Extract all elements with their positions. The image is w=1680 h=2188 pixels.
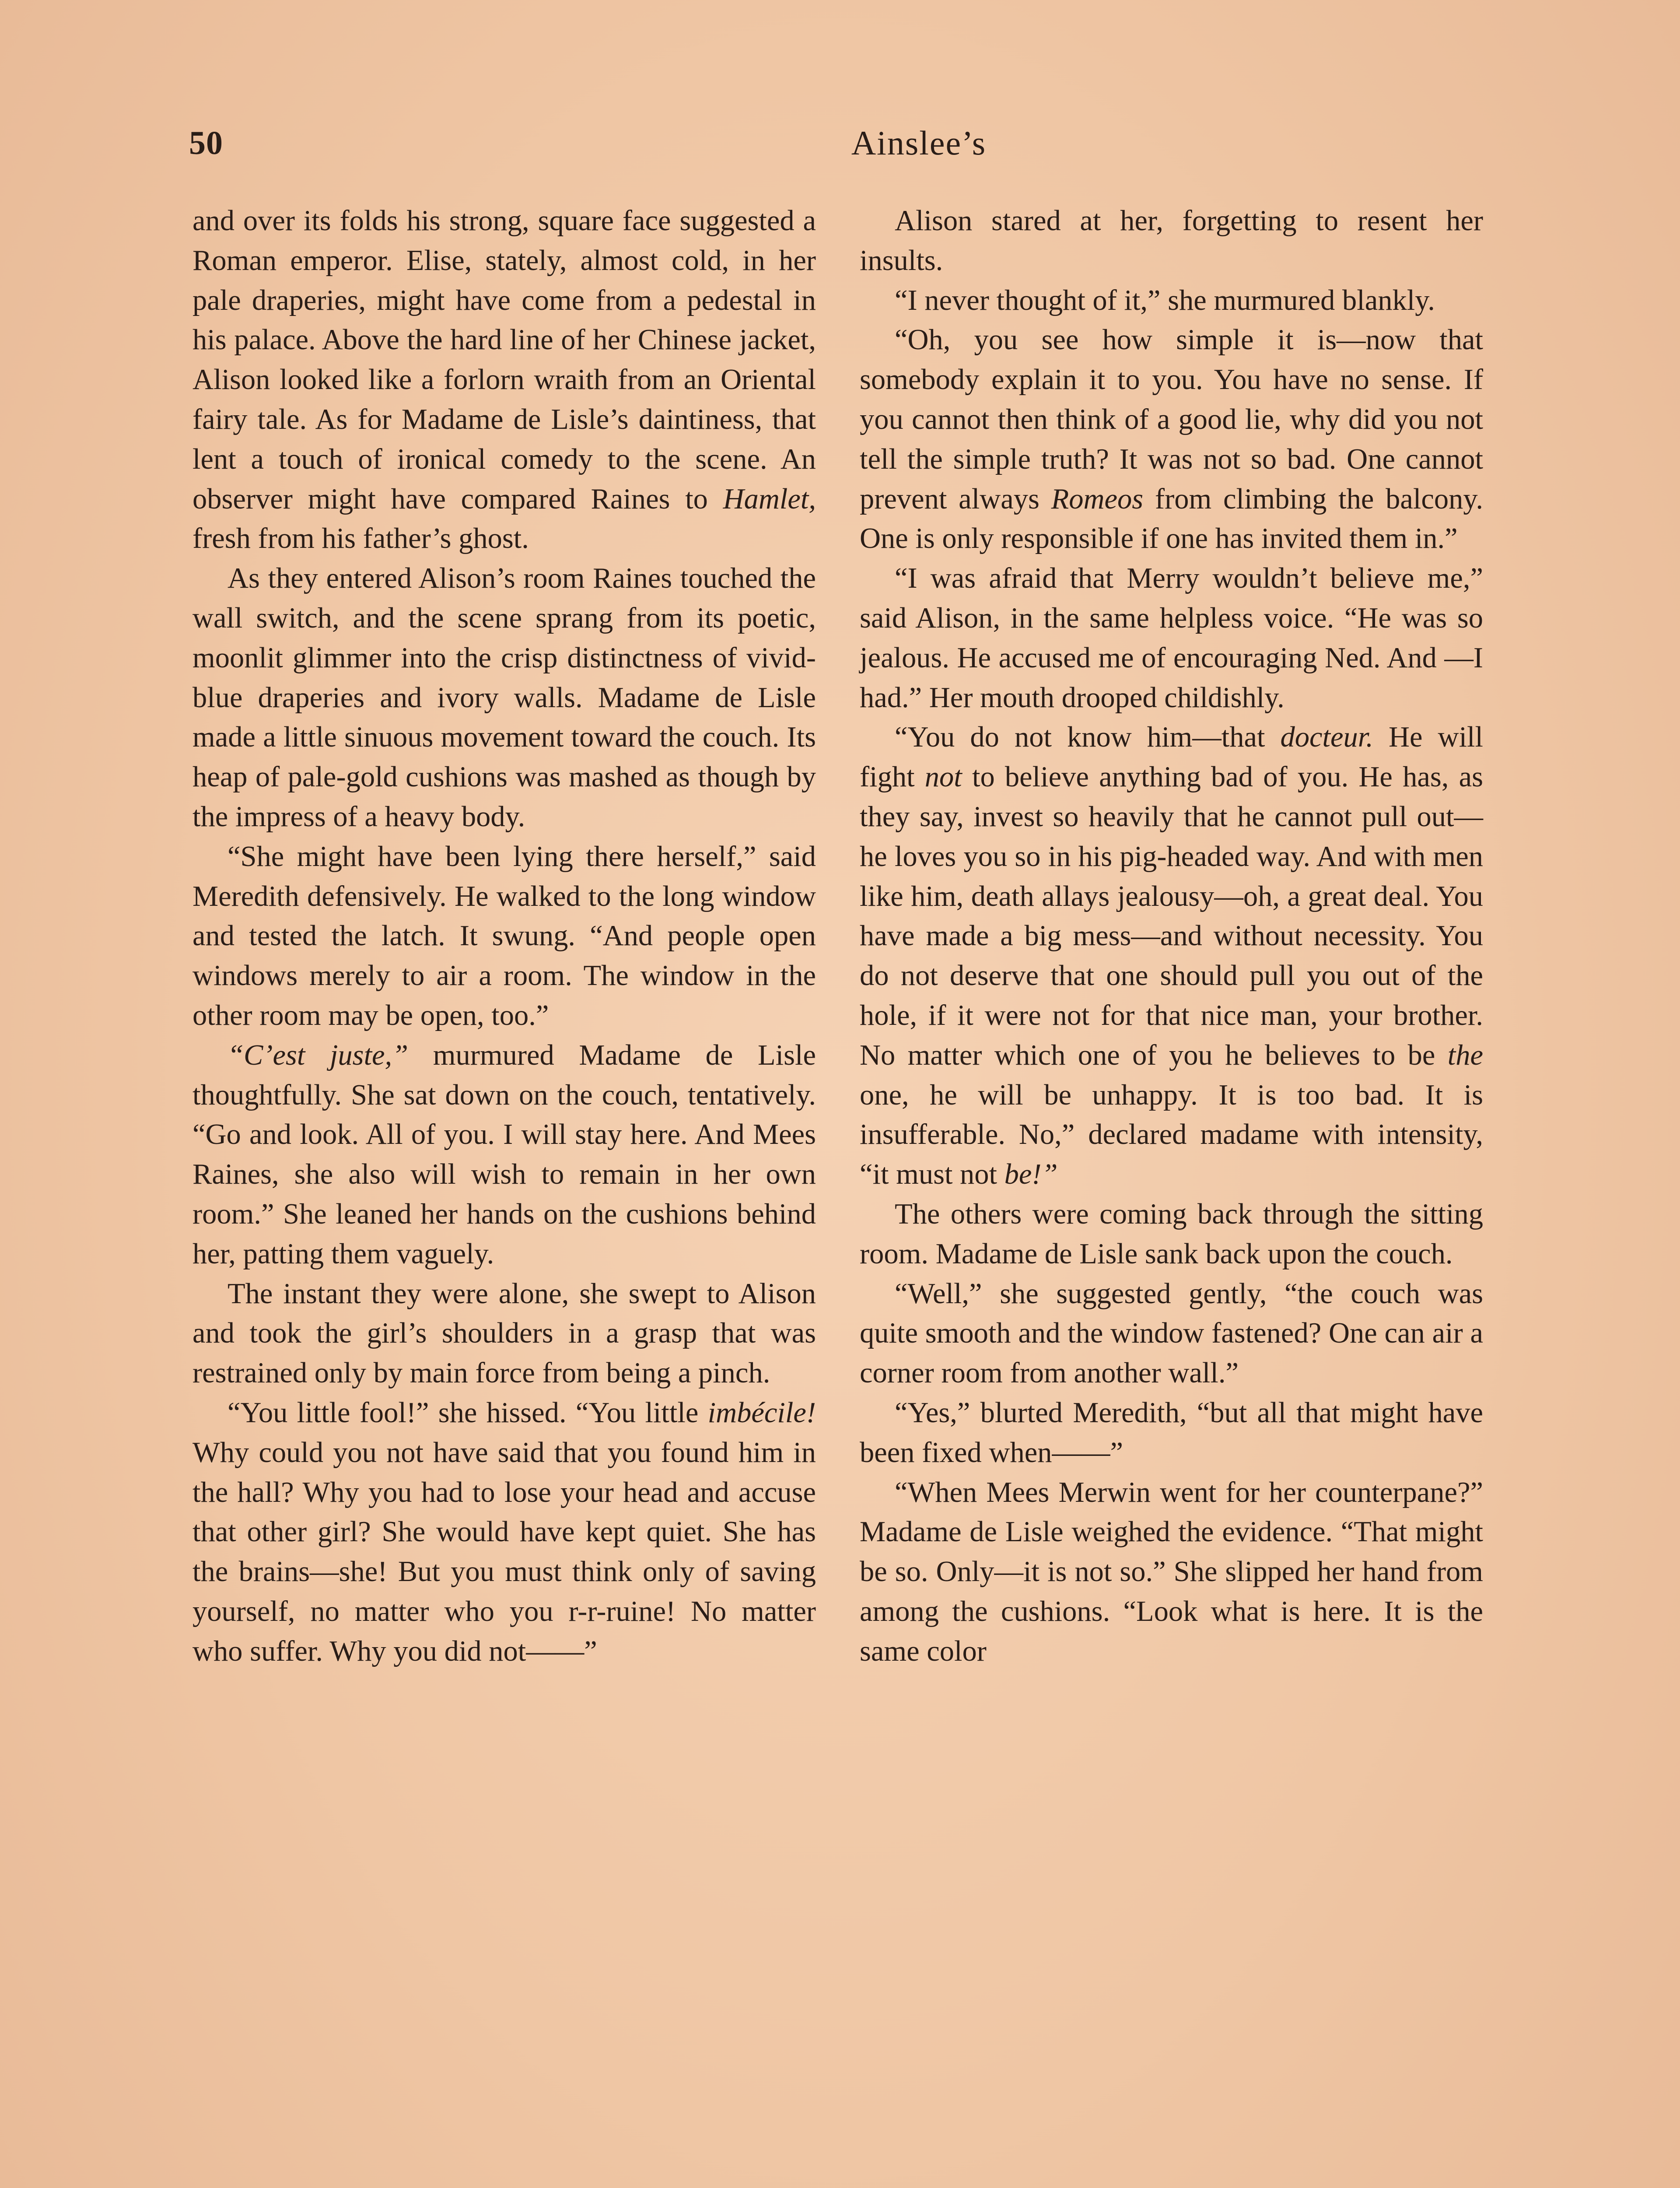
paragraph [860, 1393, 1483, 1473]
paragraph [860, 281, 1483, 321]
text-run: from climbing the balcony. One is only responsible if one has invited them in.” [860, 483, 1483, 555]
text-run: and over its folds his strong, square face suggested a Roman emperor. Elise, stately, almost cold, in her pale draperies, might have come from a pedestal in his palace. Above the hard line of her Chinese jacket, Alison looked like a forlorn wraith from an Oriental fairy tale. As for Madame de Lisle’s daintiness, that lent a touch of ironical comedy to the scene. An observer might have compared Raines to [192, 205, 816, 515]
text-run: Why could you not have said that you found him in the hall? Why you had to lose your head and accuse that other girl? She would have kept quiet. She has the brains—she! But you must think only of saving yourself, no matter who you r-r-ruine! No matter who suffer. Why you did not——” [192, 1436, 816, 1667]
text-run: “You little fool!” she hissed. “You little [228, 1396, 708, 1429]
italic-text: “C’est juste,” [228, 1039, 409, 1071]
italic-text: not [924, 761, 962, 793]
paragraph [860, 1195, 1483, 1274]
italic-text: docteur. [1280, 721, 1373, 754]
text-run: The instant they were alone, she swept to Alison and took the girl’s shoulders in a grasp that was restrained only by main force from being a pinch. [192, 1277, 816, 1389]
paragraph [860, 320, 1483, 559]
paragraph [192, 837, 816, 1036]
italic-text: the [1447, 1039, 1483, 1071]
paragraph [192, 559, 816, 837]
text-run: to believe anything bad of you. He has, as they say, invest so heavily that he cannot pull out—he loves you so in his pig-headed way. And with men like him, death allays jealousy—oh, a great deal. You have made a big mess—and without necessity. You do not deserve that one should pull you out of the hole, if it were not for that nice man, your brother. No matter which one of you he believes to be [860, 761, 1483, 1071]
text-run: “When Mees Merwin went for her counterpane?” Madame de Lisle weighed the evidence. “That might be so. Only—it is not so.” She slipped her hand from among the cushions. “Look what is here. It is the same color [860, 1476, 1483, 1667]
text-run: fresh from his father’s ghost. [192, 522, 529, 555]
italic-text: Hamlet, [723, 483, 816, 515]
paragraph [860, 559, 1483, 718]
text-run: “Yes,” blurted Meredith, “but all that might have been fixed when——” [860, 1396, 1483, 1469]
running-title: Ainslee’s [851, 124, 987, 162]
text-run: “Oh, you see how simple it is—now that somebody explain it to you. You have no sense. If you cannot then think of a good lie, why did you not tell the simple truth? It was not so bad. One cannot prevent always [860, 324, 1483, 515]
italic-text: imbécile! [707, 1396, 816, 1429]
paragraph [860, 1274, 1483, 1393]
right-text-column [860, 201, 1483, 1671]
text-run: “You do not know him—that [895, 721, 1281, 754]
text-run: As they entered Alison’s room Raines touched the wall switch, and the scene sprang from its poetic, moonlit glimmer into the crisp distinctness of vivid-blue draperies and ivory walls. Madame de Lisle made a little sinuous movement toward the couch. Its heap of pale-gold cushions was mashed as though by the impress of a heavy body. [192, 562, 816, 833]
paragraph [860, 718, 1483, 1195]
text-run: “She might have been lying there herself,” said Meredith defensively. He walked to the long window and tested the latch. It swung. “And people open windows merely to air a room. The window in the other room may be open, too.” [192, 840, 816, 1031]
text-run: The others were coming back through the sitting room. Madame de Lisle sank back upon the couch. [860, 1198, 1483, 1270]
italic-text: be!” [1004, 1158, 1058, 1191]
italic-text: Romeos [1051, 483, 1144, 515]
left-text-column [192, 201, 816, 1671]
text-run: “Well,” she suggested gently, “the couch was quite smooth and the window fastened? One can air a corner room from another wall.” [860, 1277, 1483, 1389]
paragraph [192, 1393, 816, 1672]
paragraph [192, 201, 816, 559]
text-run: He will fight [860, 721, 1483, 793]
text-run: “I never thought of it,” she murmured blankly. [895, 284, 1435, 316]
paragraph [860, 201, 1483, 281]
paragraph [192, 1036, 816, 1274]
text-run: murmured Madame de Lisle thoughtfully. She sat down on the couch, tentatively. “Go and look. All of you. I will stay here. And Mees Raines, she also will wish to remain in her own room.” She leaned her hands on the cushions behind her, patting them vaguely. [192, 1039, 816, 1270]
text-run: “I was afraid that Merry wouldn’t believe me,” said Alison, in the same helpless voice. “He was so jealous. He accused me of encouraging Ned. And —I had.” Her mouth drooped childishly. [860, 562, 1483, 714]
text-run: one, he will be unhappy. It is too bad. It is insufferable. No,” declared madame with intensity, “it must not [860, 1079, 1483, 1191]
text-run: Alison stared at her, forgetting to resent her insults. [860, 205, 1483, 277]
paragraph [860, 1473, 1483, 1672]
page-number: 50 [189, 125, 223, 161]
paragraph [192, 1274, 816, 1393]
